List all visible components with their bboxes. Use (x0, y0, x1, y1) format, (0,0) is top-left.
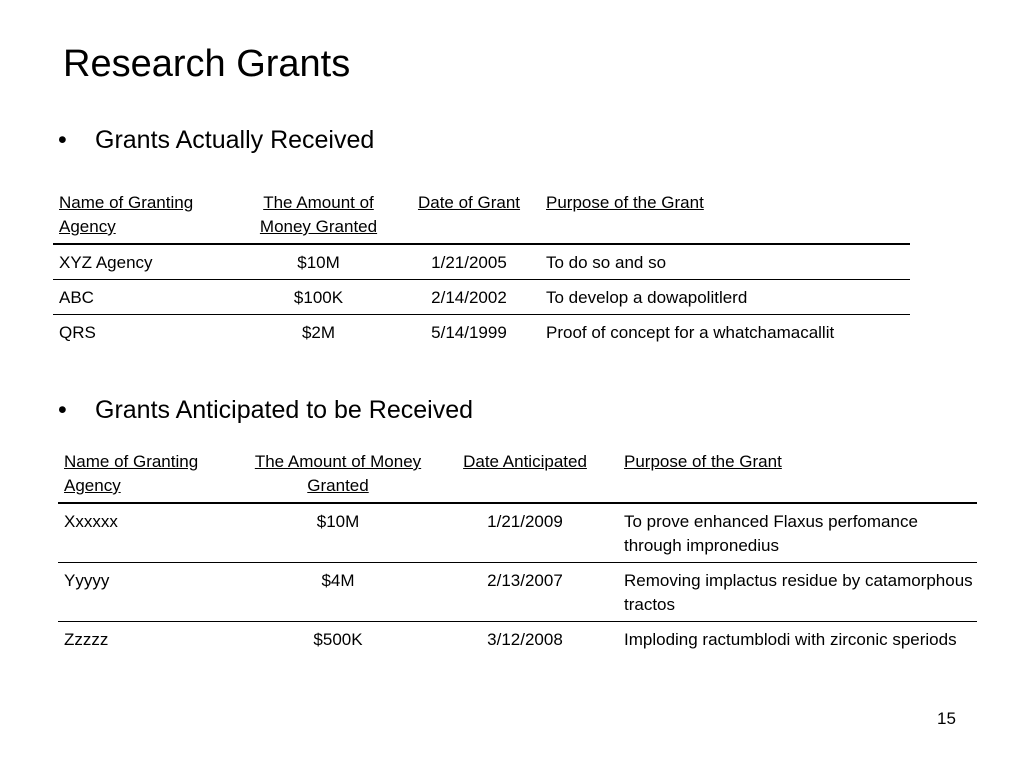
page-number: 15 (937, 709, 956, 728)
slide-title: Research Grants (63, 43, 351, 85)
header-date: Date of Grant (398, 191, 540, 244)
cell-amount: $500K (313, 630, 363, 649)
header-agency: Name of Granting Agency (58, 450, 244, 503)
table-row (53, 315, 910, 350)
cell-agency: ABC (53, 280, 239, 315)
table-header-row (58, 450, 977, 503)
cell-date: 1/21/2005 (398, 244, 540, 280)
cell-purpose: To do so and so (540, 244, 910, 280)
header-amount: The Amount of Money Granted (239, 191, 398, 244)
cell-agency: Yyyyy (58, 563, 244, 622)
cell-amount: $100K (239, 280, 398, 315)
received-grants-table (53, 191, 910, 349)
bullet-grants-anticipated (58, 394, 473, 426)
cell-date: 3/12/2008 (487, 630, 563, 649)
cell-date: 2/13/2007 (432, 563, 618, 622)
cell-purpose: To develop a dowapolitlerd (540, 280, 910, 315)
cell-agency: Zzzzz (64, 630, 109, 649)
table-row (58, 622, 977, 657)
cell-purpose: To prove enhanced Flaxus perfomance through impronedius (618, 503, 977, 563)
bullet-grants-received (58, 124, 374, 156)
table-row (53, 280, 910, 315)
table-row (53, 244, 910, 280)
table-header-row (53, 191, 910, 244)
header-date: Date Anticipated (432, 450, 618, 503)
bullet-text: Grants Actually Received (95, 126, 375, 154)
bullet-text: Grants Anticipated to be Received (95, 396, 474, 424)
bullet-dot: • (58, 126, 67, 154)
cell-amount: $4M (244, 563, 432, 622)
cell-purpose: Proof of concept for a whatchamacallit (546, 323, 835, 342)
header-agency: Name of Granting Agency (53, 191, 239, 244)
header-amount: The Amount of Money Granted (244, 450, 432, 503)
header-purpose: Purpose of the Grant (618, 450, 977, 503)
cell-date: 5/14/1999 (431, 323, 507, 342)
cell-agency: XYZ Agency (53, 244, 239, 280)
cell-date: 2/14/2002 (398, 280, 540, 315)
cell-agency: Xxxxxx (58, 503, 244, 563)
cell-date: 1/21/2009 (432, 503, 618, 563)
bullet-dot: • (58, 396, 67, 424)
cell-amount: $10M (239, 244, 398, 280)
cell-purpose: Imploding ractumblodi with zirconic speriods (624, 630, 957, 649)
header-purpose: Purpose of the Grant (540, 191, 910, 244)
cell-amount: $2M (301, 323, 336, 342)
cell-amount: $10M (244, 503, 432, 563)
cell-purpose: Removing implactus residue by catamorphous tractos (618, 563, 977, 622)
cell-agency: QRS (59, 323, 96, 342)
table-row (58, 563, 977, 622)
anticipated-grants-table (58, 450, 977, 656)
table-row (58, 503, 977, 563)
